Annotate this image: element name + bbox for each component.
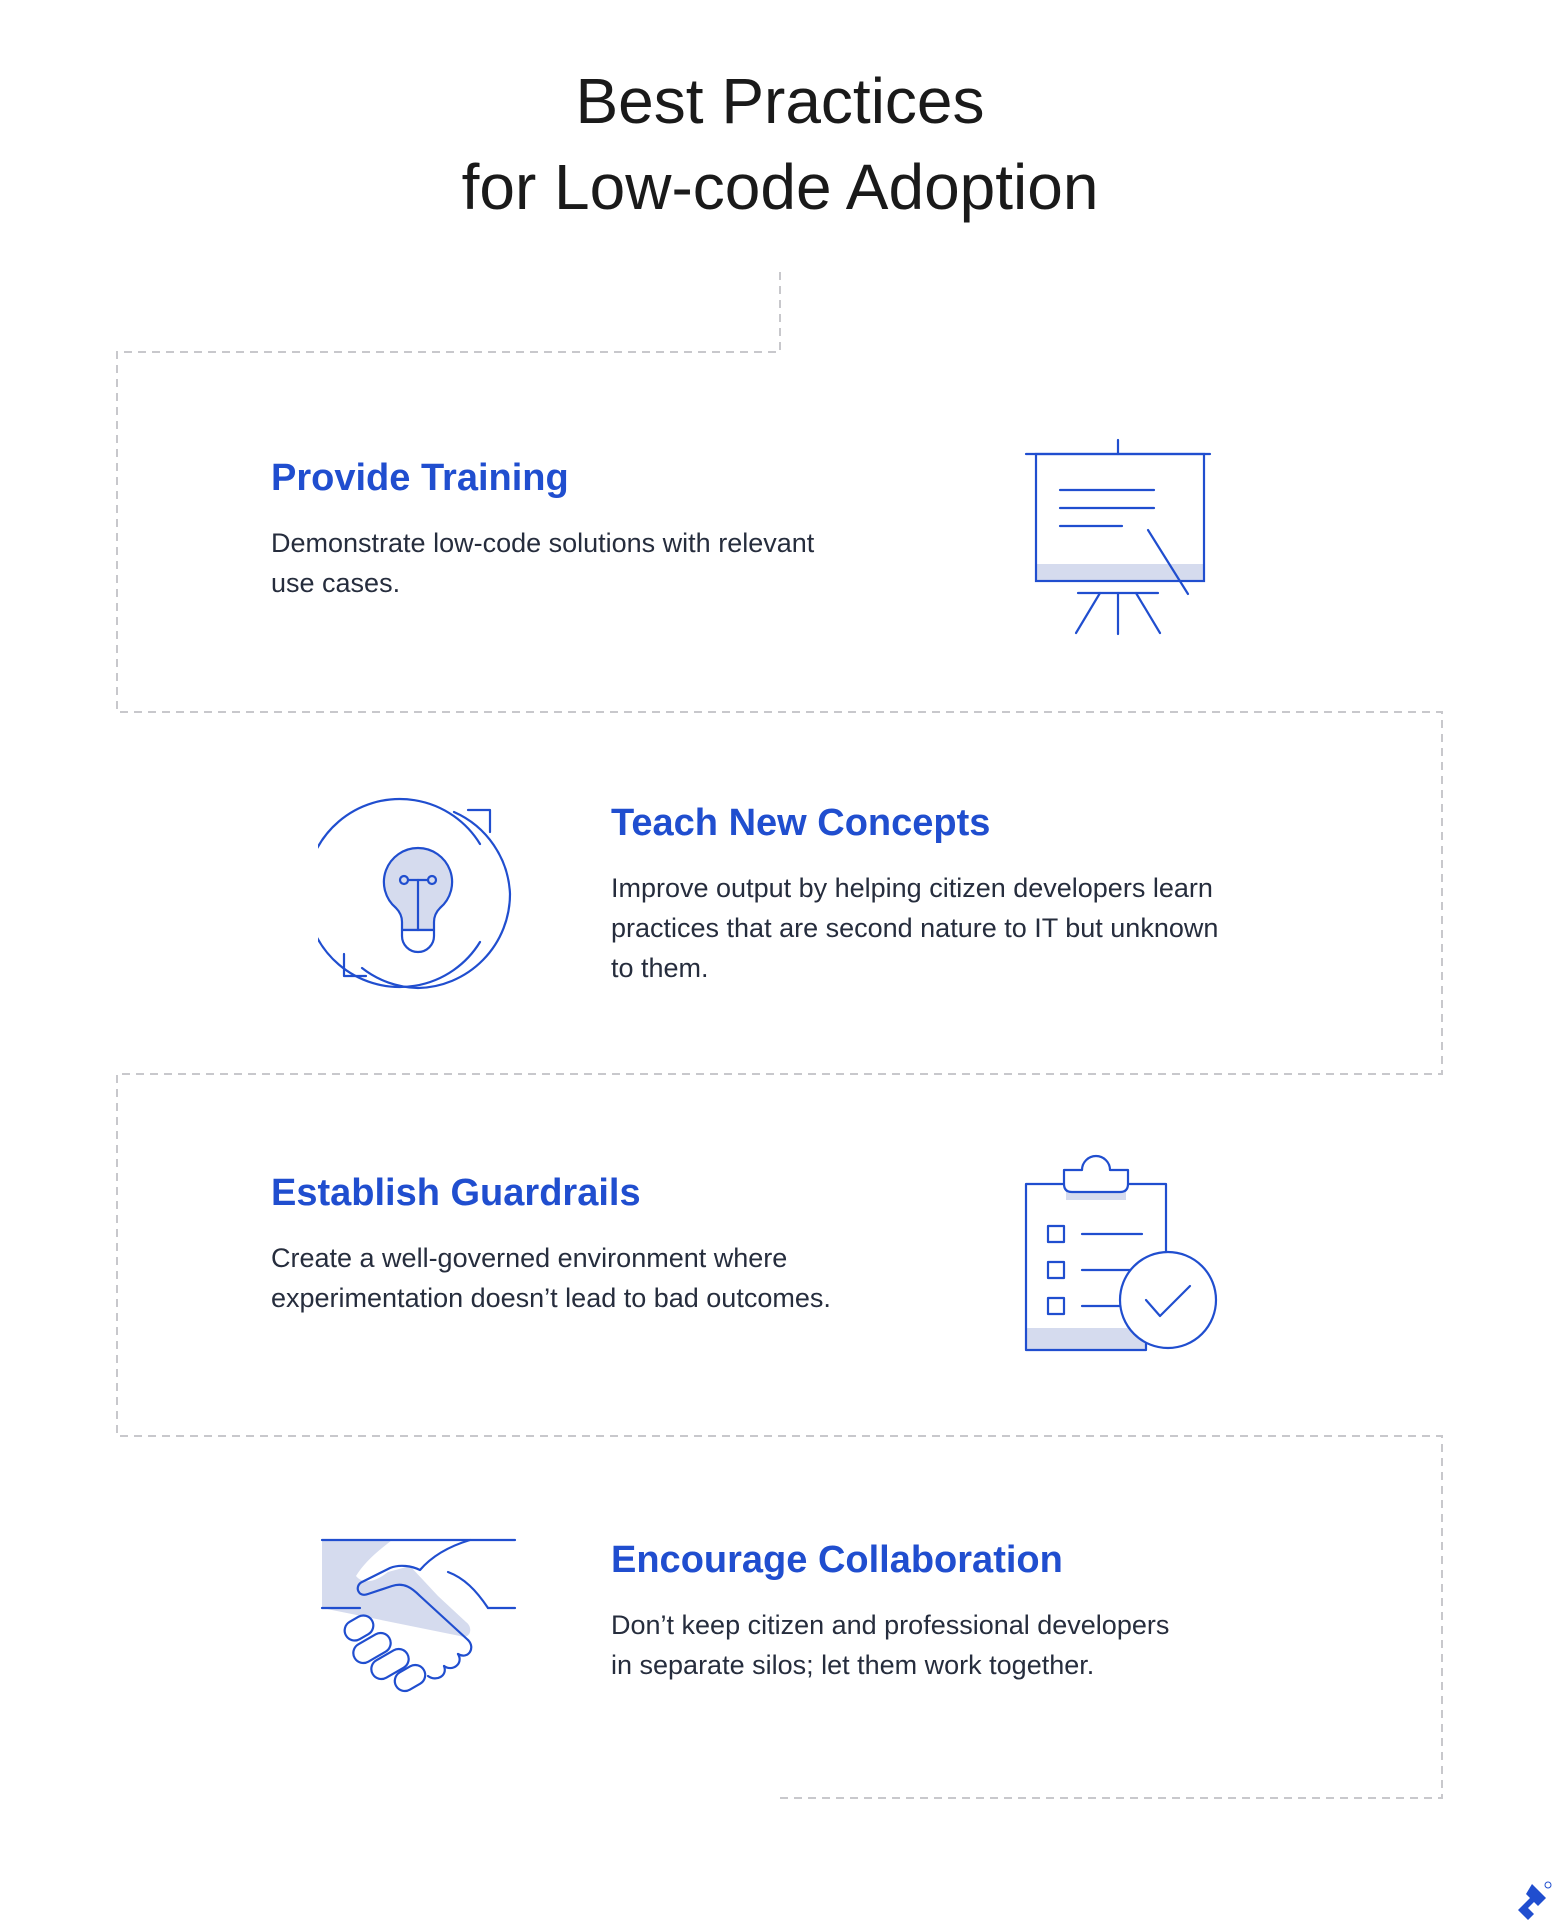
title-line-2: for Low-code Adoption bbox=[461, 151, 1099, 223]
practice-encourage-collaboration bbox=[611, 1537, 1331, 1685]
practice-heading: Establish Guardrails bbox=[271, 1172, 641, 1214]
handshake-icon bbox=[320, 1536, 520, 1700]
practice-description: Demonstrate low-code solutions with relevant use cases. bbox=[271, 528, 815, 598]
practice-heading: Teach New Concepts bbox=[611, 802, 991, 844]
clipboard-checklist-icon bbox=[1020, 1154, 1220, 1354]
practice-heading: Encourage Collaboration bbox=[611, 1539, 1063, 1581]
practice-provide-training bbox=[271, 455, 911, 603]
lightbulb-cycle-icon bbox=[318, 796, 518, 992]
practice-heading: Provide Training bbox=[271, 457, 569, 499]
practice-description: Create a well-governed environment where experimentation doesn’t lead to bad outcomes. bbox=[271, 1243, 831, 1313]
practice-description: Improve output by helping citizen developers learn practices that are second nature to IT but unknown to them. bbox=[611, 873, 1219, 983]
title-line-1: Best Practices bbox=[575, 65, 985, 137]
toptal-logo-icon bbox=[1512, 1880, 1552, 1924]
practice-description: Don’t keep citizen and professional developers in separate silos; let them work together. bbox=[611, 1610, 1170, 1680]
practice-establish-guardrails bbox=[271, 1170, 951, 1318]
practice-teach-new-concepts bbox=[611, 800, 1331, 988]
presentation-board-icon bbox=[1018, 436, 1218, 640]
